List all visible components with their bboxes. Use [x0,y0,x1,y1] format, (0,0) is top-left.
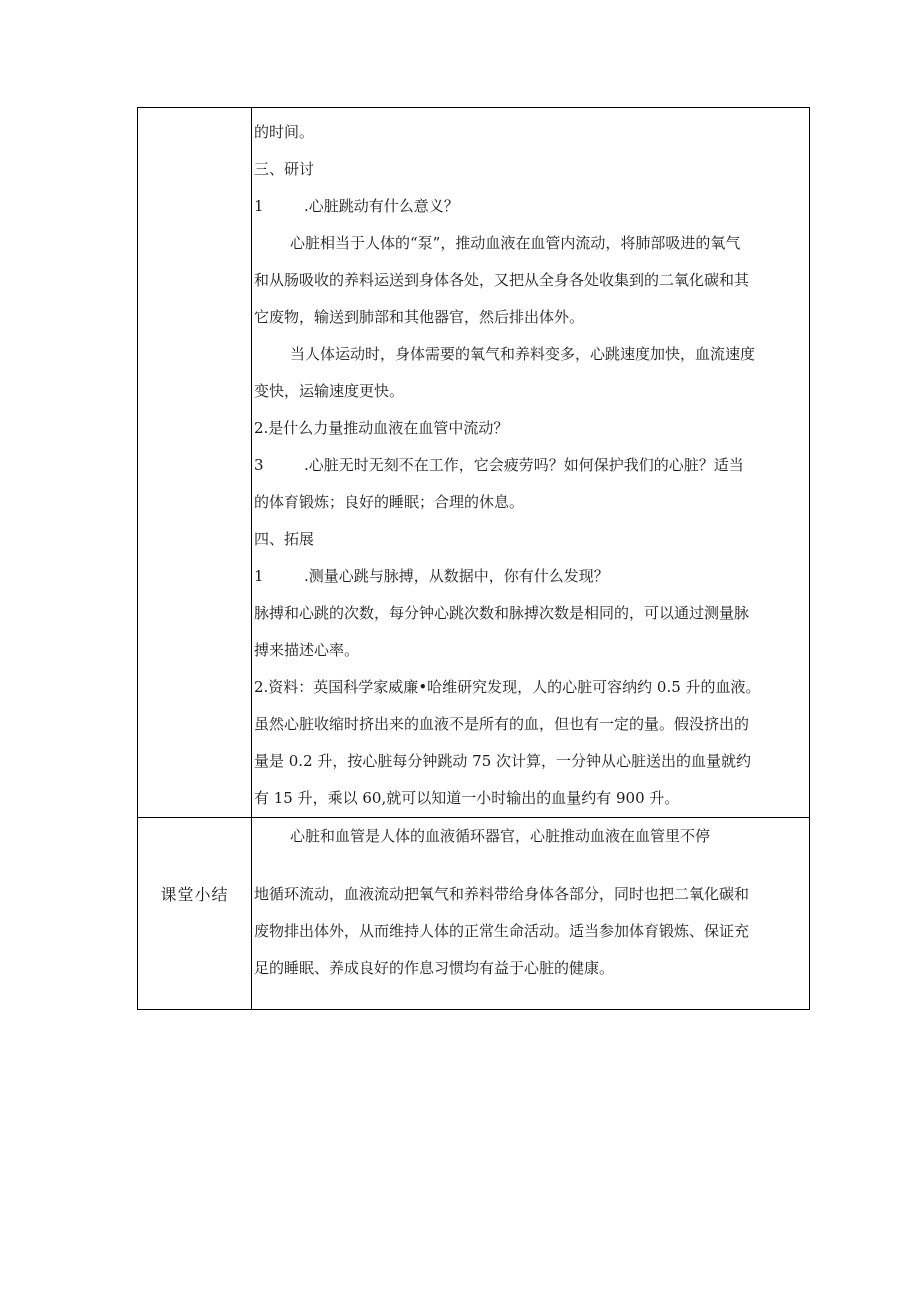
question-2: 2.是什么力量推动血液在血管中流动？ [254,419,509,437]
discussion-block [252,108,809,817]
paragraph-line: 2.资料：英国科学家威廉•哈维研究发现，人的心脏可容纳约 0.5 升的血液。 [254,678,761,696]
question-1 [254,188,809,225]
summary-label-cell [138,818,252,1010]
summary-label: 课堂小结 [160,885,229,904]
section-heading: 三、研讨 [254,160,315,178]
lesson-table [137,107,810,1010]
paragraph-line: 量是 0.2 升，按心脏每分钟跳动 75 次计算，一分钟从心脏送出的血量就约 [254,752,752,770]
discussion-content-cell [252,108,810,818]
paragraph-line: 有 15 升，乘以 60,就可以知道一小时输出的血量约有 900 升。 [254,789,680,807]
summary-line: 废物排出体外，从而维持人体的正常生命活动。适当参加体育锻炼、保证充 [254,922,750,940]
paragraph-line: 当人体运动时，身体需要的氧气和养料变多，心跳速度加快，血流速度 [290,345,756,363]
item-text: .测量心跳与脉搏，从数据中，你有什么发现？ [304,567,609,585]
table-row [138,818,810,1010]
summary-line: 足的睡眠、养成良好的作息习惯均有益于心脏的健康。 [254,959,615,977]
question-number: 3 [254,456,264,474]
summary-content-cell [252,818,810,1010]
paragraph-line: 的体育锻炼；良好的睡眠；合理的休息。 [254,493,525,511]
item-number: 1 [254,567,264,585]
summary-line: 心脏和血管是人体的血液循环器官，心脏推动血液在血管里不停 [290,827,711,845]
paragraph-line: 脉搏和心跳的次数，每分钟心跳次数和脉搏次数是相同的，可以通过测量脉 [254,604,750,622]
paragraph-line: 搏来描述心率。 [254,641,360,659]
question-text: .心脏无时无刻不在工作，它会疲劳吗？如何保护我们的心脏？适当 [304,456,744,474]
section-heading: 四、拓展 [254,530,315,548]
question-text: .心脏跳动有什么意义？ [304,197,459,215]
paragraph-line: 它废物，输送到肺部和其他器官，然后排出体外。 [254,308,585,326]
extension-item-1 [254,558,809,595]
paragraph-line: 变快，运输速度更快。 [254,382,405,400]
lead-text: 的时间。 [254,123,315,141]
paragraph-line: 虽然心脏收缩时挤出来的血液不是所有的血，但也有一定的量。假没挤出的 [254,715,750,733]
question-number: 1 [254,197,264,215]
summary-block [252,818,809,989]
paragraph-line: 心脏相当于人体的“泵”，推动血液在血管内流动，将肺部吸进的氧气 [290,234,741,252]
discussion-label-cell [138,108,252,818]
question-3 [254,447,809,484]
summary-line: 地循环流动，血液流动把氧气和养料带给身体各部分，同时也把二氧化碳和 [254,885,750,903]
paragraph-line: 和从肠吸收的养料运送到身体各处，又把从全身各处收集到的二氧化碳和其 [254,271,750,289]
table-row [138,108,810,818]
